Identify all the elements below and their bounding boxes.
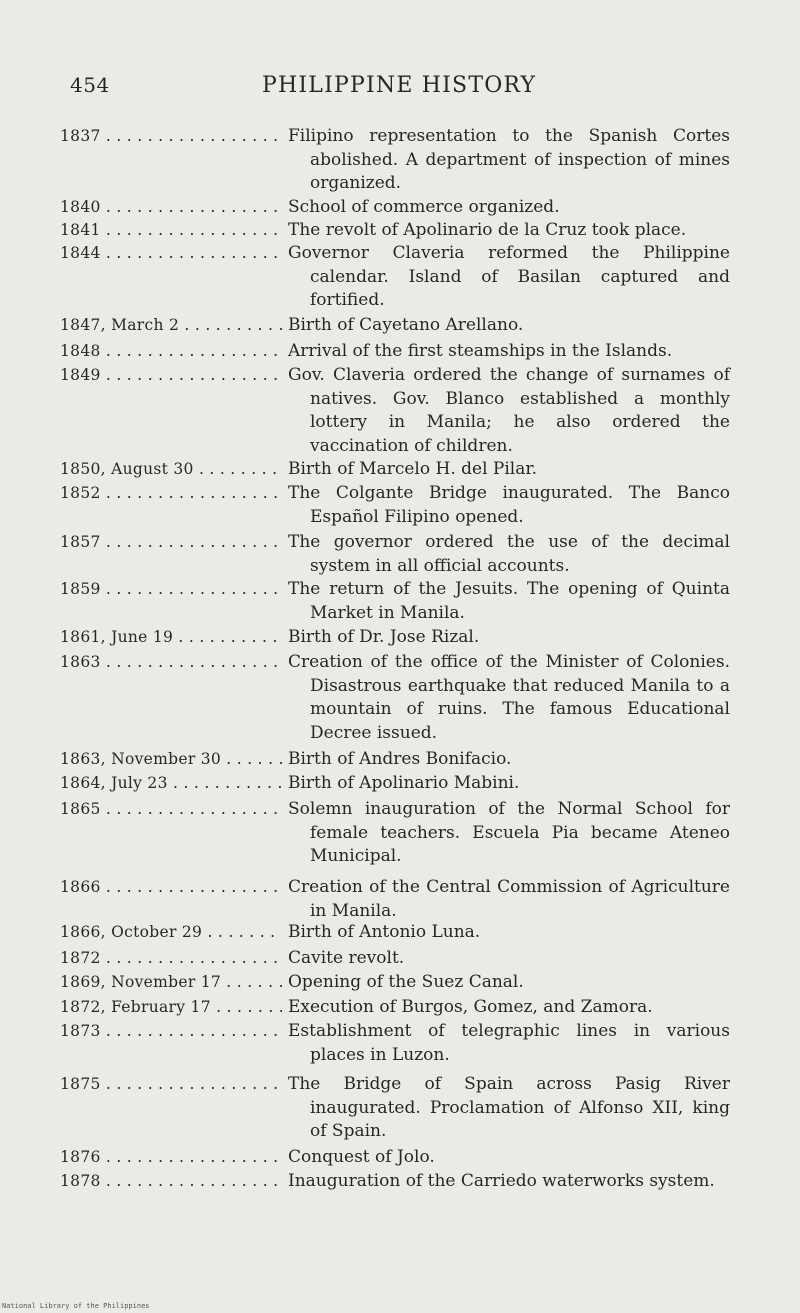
entry-text: Creation of the Central Commission of Agriculture in Manila. <box>288 877 730 921</box>
entry-date: 1878 . . . <box>60 1170 282 1192</box>
entry-text: Execution of Burgos, Gomez, and Zamora. <box>288 997 653 1017</box>
entry-date: 1852 . . . <box>60 482 282 504</box>
entry-date: 1864, July 23 . . . <box>60 772 282 794</box>
page-number: 454 <box>70 73 110 97</box>
running-title: PHILIPPINE HISTORY <box>262 73 537 98</box>
entry-date: 1848 . . . <box>60 340 282 362</box>
entry-date: 1857 . . . <box>60 531 282 553</box>
entry-text: Birth of Marcelo H. del Pilar. <box>288 459 538 479</box>
entry-text: Inauguration of the Carriedo waterworks system. <box>288 1171 715 1191</box>
entry-text: Creation of the office of the Minister of Colonies. Disastrous earthquake that reduced Manila to a mountain of ruins. The famous Educational Decree issued. <box>288 652 730 743</box>
entry-text: Solemn inauguration of the Normal School for female teachers. Escuela Pia became Ateneo Municipal. <box>288 799 730 866</box>
entry-text: Birth of Apolinario Mabini. <box>288 773 520 793</box>
entry-date: 1837 . . . <box>60 125 282 147</box>
library-credit: National Library of the Philippines <box>2 1302 150 1310</box>
entry-text: Establishment of telegraphic lines in various places in Luzon. <box>288 1021 730 1065</box>
entry-date: 1841 . . . <box>60 219 282 241</box>
entry-date: 1849 . . . <box>60 364 282 386</box>
entry-date: 1850, August 30 . . . <box>60 458 282 480</box>
entry-text: Governor Claveria reformed the Philippine calendar. Island of Basilan captured and fortified. <box>288 243 730 310</box>
entry-text: Birth of Antonio Luna. <box>288 922 481 942</box>
entry-text: Birth of Cayetano Arellano. <box>288 315 524 335</box>
entry-text: Birth of Dr. Jose Rizal. <box>288 627 480 647</box>
entry-date: 1873 . . . <box>60 1020 282 1042</box>
entry-text: Filipino representation to the Spanish Cortes abolished. A department of inspection of mines organized. <box>288 126 730 193</box>
entry-text: School of commerce organized. <box>288 197 560 217</box>
entry-text: Cavite revolt. <box>288 948 405 968</box>
entry-date: 1840 . . . <box>60 196 282 218</box>
entry-text: The Colgante Bridge inaugurated. The Banco Español Filipino opened. <box>288 483 730 527</box>
entry-date: 1861, June 19 . . . <box>60 626 282 648</box>
entry-date: 1875 . . . <box>60 1073 282 1095</box>
entry-text: Gov. Claveria ordered the change of surnames of natives. Gov. Blanco established a monthly lottery in Manila; he also ordered the vaccination of children. <box>288 365 730 456</box>
entry-date: 1866 . . . <box>60 876 282 898</box>
entry-date: 1859 . . . <box>60 578 282 600</box>
entry-date: 1844 . . . <box>60 242 282 264</box>
entry-date: 1863, November 30 . . . <box>60 748 282 770</box>
entry-text: The governor ordered the use of the decimal system in all official accounts. <box>288 532 730 576</box>
entry-text: Birth of Andres Bonifacio. <box>288 749 512 769</box>
entry-date: 1869, November 17 . . . <box>60 971 282 993</box>
entry-text: Arrival of the first steamships in the Islands. <box>288 341 673 361</box>
entry-text: The Bridge of Spain across Pasig River inaugurated. Proclamation of Alfonso XII, king of Spain. <box>288 1074 730 1141</box>
entry-text: The return of the Jesuits. The opening of Quinta Market in Manila. <box>288 579 730 623</box>
entry-date: 1847, March 2 . . . <box>60 314 282 336</box>
entry-text: The revolt of Apolinario de la Cruz took place. <box>288 220 687 240</box>
entry-date: 1872 . . . <box>60 947 282 969</box>
entry-date: 1872, February 17 . . . <box>60 996 282 1018</box>
entry-text: Conquest of Jolo. <box>288 1147 435 1167</box>
entry-date: 1876 . . . <box>60 1146 282 1168</box>
entry-date: 1865 . . . <box>60 798 282 820</box>
entry-date: 1863 . . . <box>60 651 282 673</box>
entry-date: 1866, October 29 . . . <box>60 921 282 943</box>
entry-text: Opening of the Suez Canal. <box>288 972 524 992</box>
